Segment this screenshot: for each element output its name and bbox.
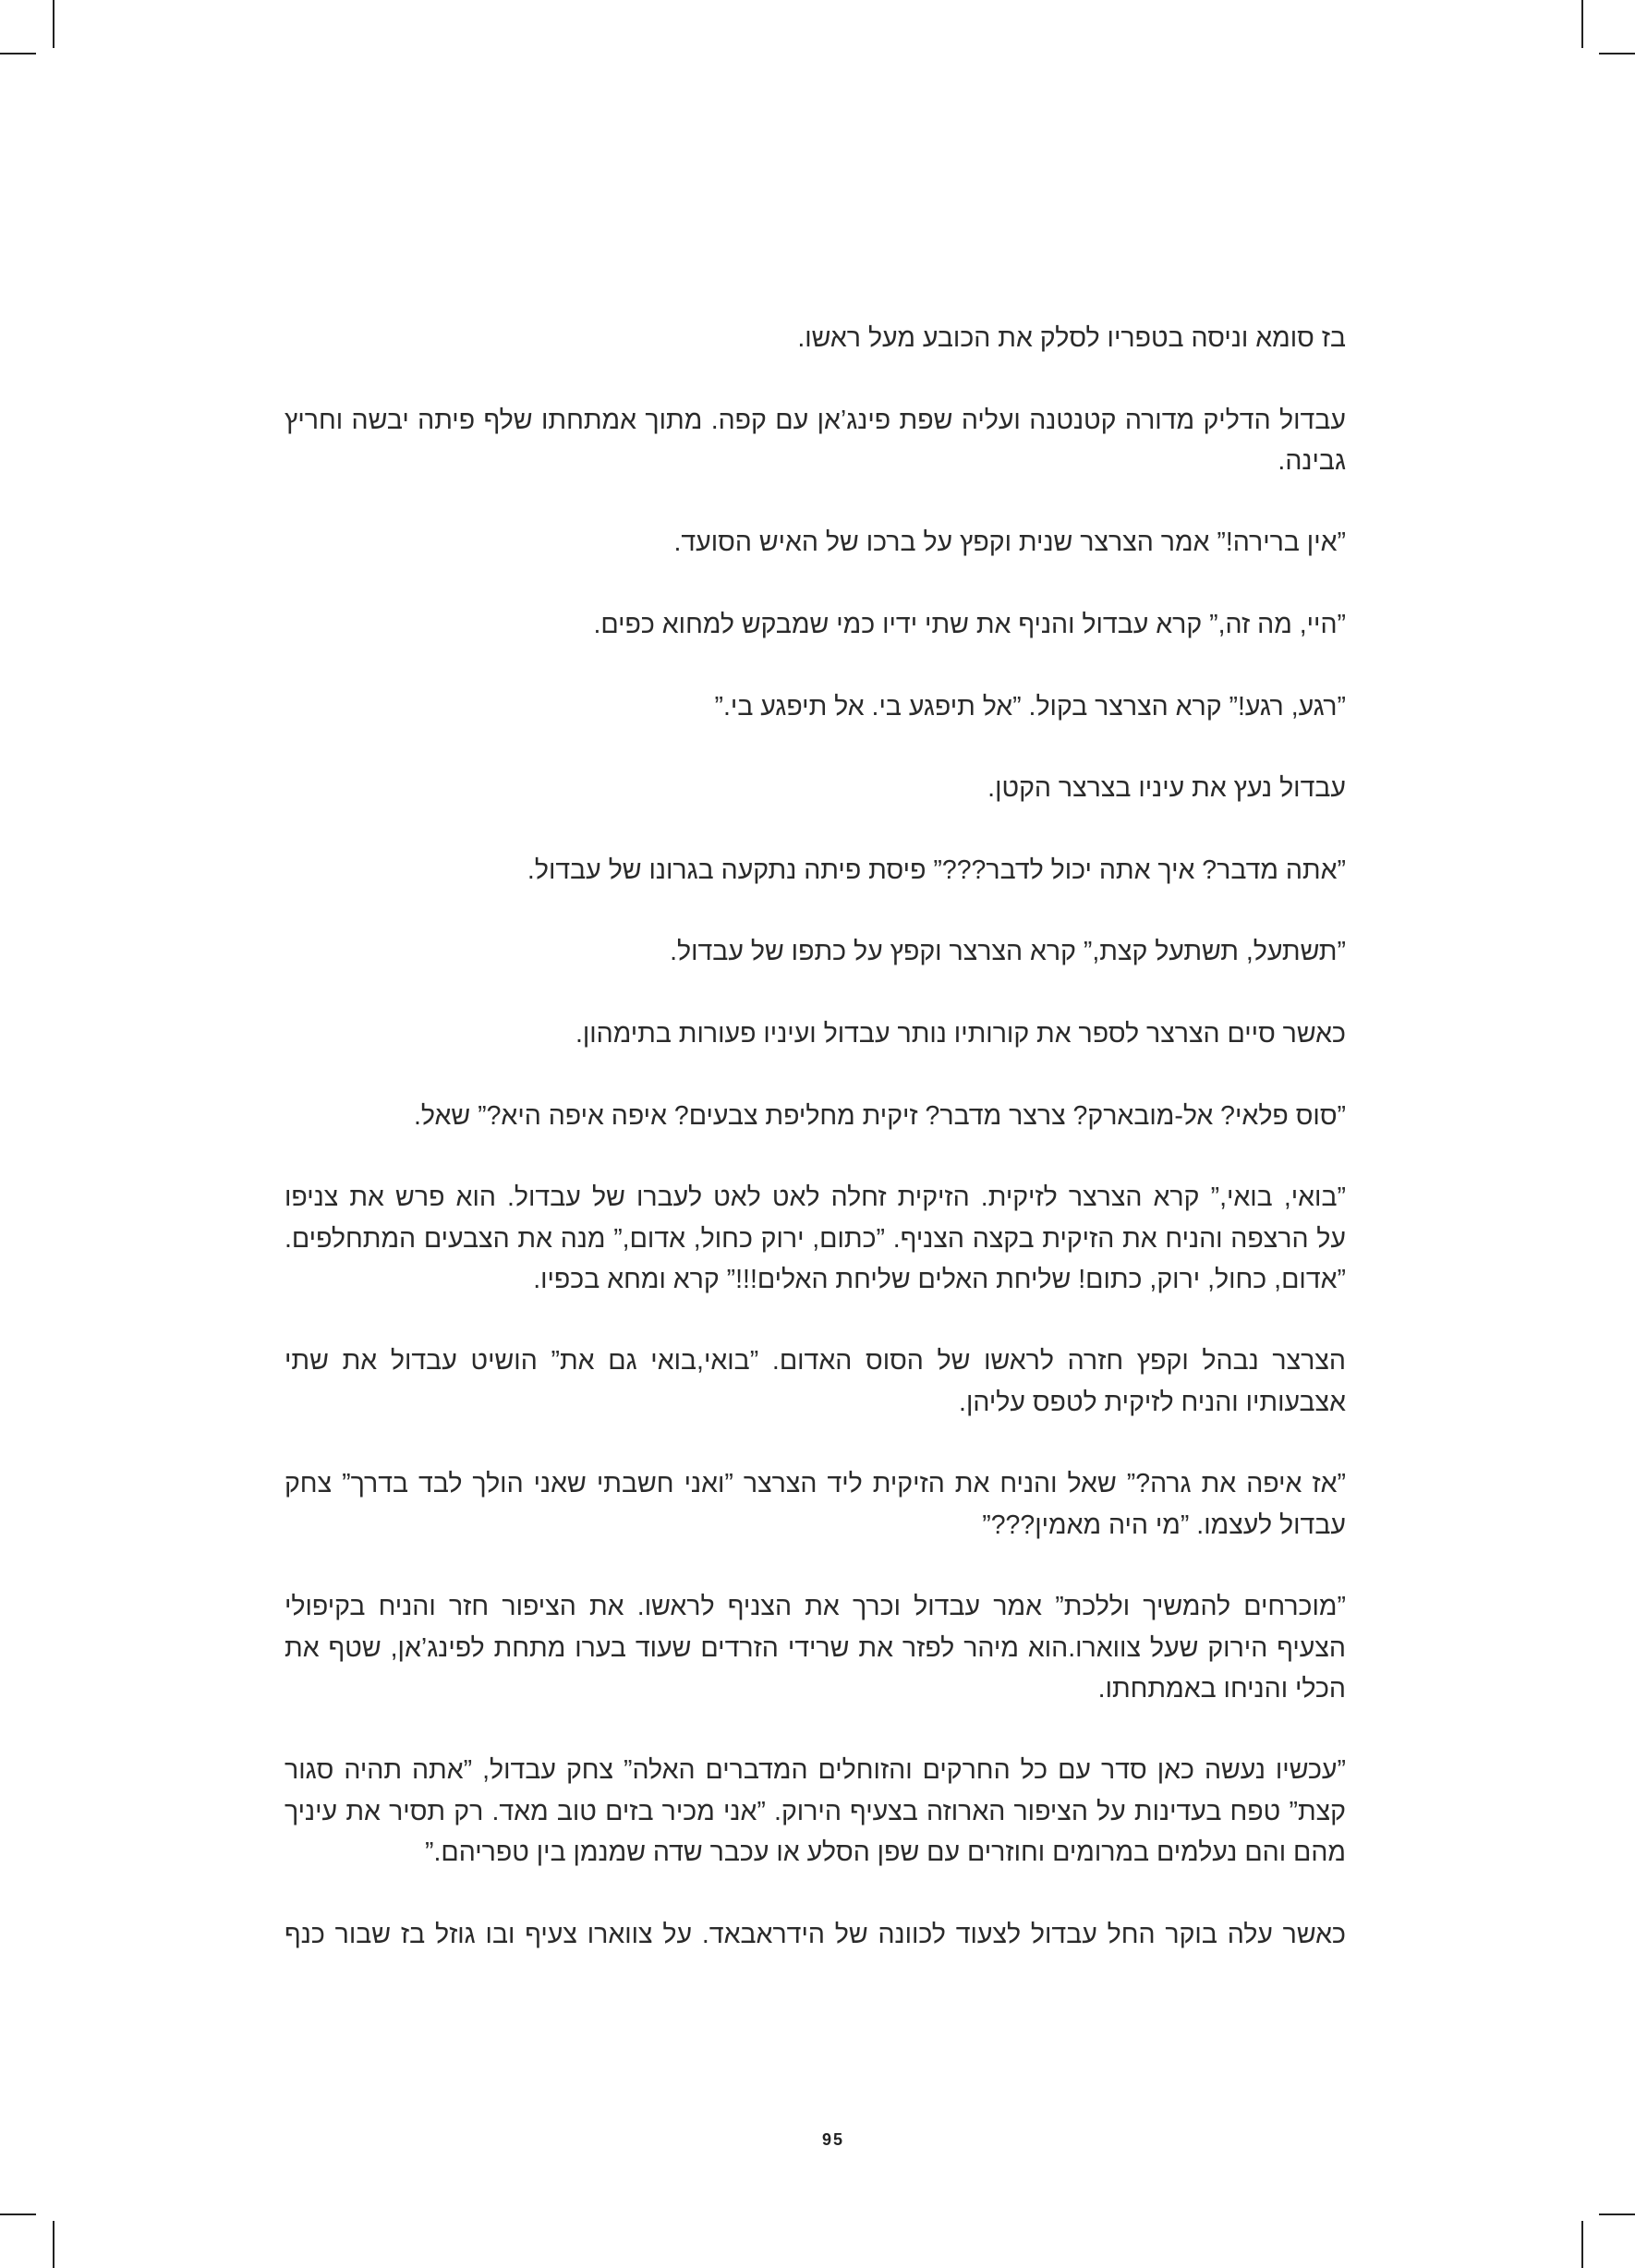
text-line: עבדול לעצמו. ”מי היה מאמין???” [982,1510,1346,1540]
text-line: כאשר סיים הצרצר לספר את קורותיו נותר עבדול ועיניו פעורות בתימהון. [575,1019,1346,1049]
paragraph [285,1340,1346,1423]
text-line: ”אין ברירה!” אמר הצרצר שנית וקפץ על ברכו של האיש הסועד. [673,528,1346,558]
text-line: ”בואי, בואי,” קרא הצרצר לזיקית. הזיקית זחלה לאט לאט לעברו של עבדול. הוא פרש את צניפו [285,1183,1346,1213]
paragraph [285,850,1346,891]
text-line: ”רגע, רגע!” קרא הצרצר בקול. ”אל תיפגע בי. אל תיפגע בי.” [714,691,1346,722]
crop-mark-bottom-right-horizontal [1599,2213,1635,2215]
crop-mark-top-left-vertical [53,0,54,48]
paragraph [285,1914,1346,1955]
text-line: ”מוכרחים להמשיך וללכת” אמר עבדול וכרך את הצניף לראשו. את הציפור חזר והניח בקיפולי [285,1592,1346,1622]
text-line: ”תשתעל, תשתעל קצת,” קרא הצרצר וקפץ על כתפו של עבדול. [670,937,1346,967]
paragraph [285,686,1346,727]
body-text [285,318,1346,1995]
paragraph [285,400,1346,482]
text-line: כאשר עלה בוקר החל עבדול לצעוד לכוונה של הידראבאד. על צווארו צעיף ובו גוזל בז שבור כנף [285,1919,1346,1949]
paragraph [285,318,1346,358]
crop-mark-bottom-right-vertical [1581,2221,1583,2268]
text-line: ”אדום, כחול, ירוק, כתום! שליחת האלים שליחת האלים!!!” קרא ומחא בכפיו. [533,1264,1346,1294]
text-line: הצעיף הירוק שעל צווארו.הוא מיהר לפזר את שרידי הזרדים שעוד בערו מתחת לפינג’אן, שטף את [285,1632,1346,1663]
text-line: ”אתה מדבר? איך אתה יכול לדבר???” פיסת פיתה נתקעה בגרונו של עבדול. [527,855,1346,885]
text-line: הכלי והניחו באמתחתו. [1097,1673,1346,1704]
paragraph [285,522,1346,563]
crop-mark-top-left-horizontal [0,53,36,55]
paragraph [285,1177,1346,1300]
text-line: ”היי, מה זה,” קרא עבדול והניף את שתי ידיו כמי שמבקש למחוא כפים. [593,610,1346,640]
paragraph [285,604,1346,645]
text-line: גבינה. [1278,445,1346,476]
text-line: מהם והם נעלמים במרומים וחוזרים עם שפן הסלע או עכבר שדה שמנמן בין טפריהם.” [425,1837,1346,1867]
text-line: ”עכשיו נעשה כאן סדר עם כל החרקים והזוחלים המדברים האלה” צחק עבדול, ”אתה תהיה סגור [285,1755,1346,1786]
text-line: עבדול נעץ את עיניו בצרצר הקטן. [987,773,1346,804]
crop-mark-bottom-left-vertical [53,2221,54,2268]
page-number: 95 [821,2130,845,2149]
crop-mark-top-right-vertical [1581,0,1583,48]
paragraph [285,931,1346,972]
paragraph [285,1463,1346,1546]
crop-mark-top-right-horizontal [1599,53,1635,55]
paragraph [285,768,1346,808]
paragraph [285,1586,1346,1709]
crop-mark-bottom-left-horizontal [0,2213,36,2215]
text-line: בז סומא וניסה בטפריו לסלק את הכובע מעל ראשו. [797,323,1346,353]
text-line: קצת” טפח בעדינות על הציפור הארוזה בצעיף הירוק. ”אני מכיר בזים טוב מאד. רק תסיר את עיניך [285,1796,1346,1826]
paragraph [285,1013,1346,1054]
text-line: הצרצר נבהל וקפץ חזרה לראשו של הסוס האדום. ”בואי,בואי גם את” הושיט עבדול את שתי [285,1346,1346,1377]
text-line: על הרצפה והניח את הזיקית בקצה הצניף. ”כתום, ירוק כחול, אדום,” מנה את הצבעים המתחלפים. [285,1223,1346,1254]
text-line: עבדול הדליק מדורה קטנטנה ועליה שפת פינג’אן עם קפה. מתוך אמתחתו שלף פיתה יבשה וחריץ [285,405,1346,435]
paragraph [285,1096,1346,1136]
paragraph [285,1750,1346,1873]
text-line: אצבעותיו והניח לזיקית לטפס עליהן. [959,1387,1346,1417]
text-line: ”אז איפה את גרה?” שאל והניח את הזיקית ליד הצרצר ”ואני חשבתי שאני הולך לבד בדרך” צחק [285,1469,1346,1499]
text-line: ”סוס פלאי? אל-מובארק? צרצר מדבר? זיקית מחליפת צבעים? איפה איפה היא?” שאל. [414,1100,1346,1131]
